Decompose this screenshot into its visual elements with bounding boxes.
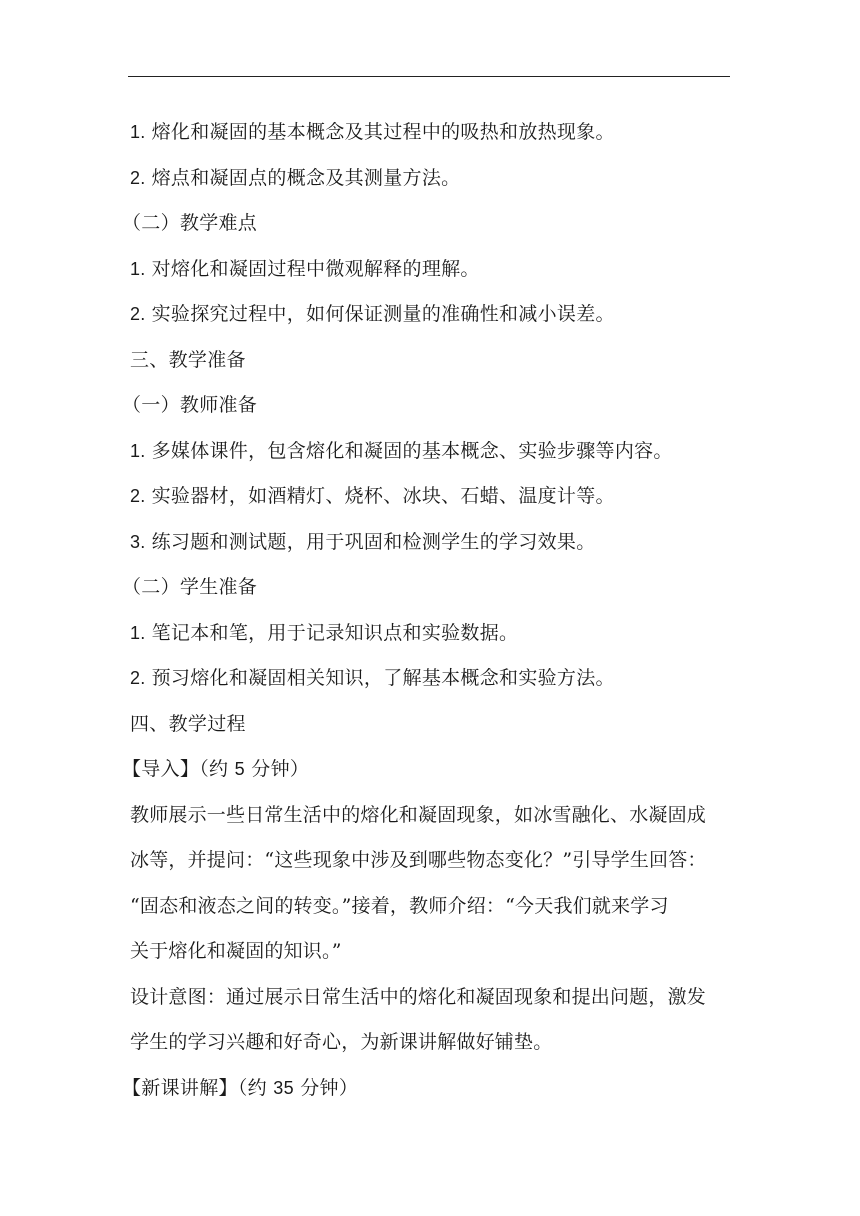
- subheading-difficulties: （二）教学难点: [122, 212, 258, 234]
- list-item: 1. 对熔化和凝固过程中微观解释的理解。: [130, 257, 480, 280]
- subheading-teacher-prep: （一）教师准备: [122, 394, 258, 416]
- list-item: 2. 实验探究过程中，如何保证测量的准确性和减小误差。: [130, 303, 615, 325]
- intro-paragraph: 教师展示一些日常生活中的熔化和凝固现象，如冰雪融化、水凝固成 冰等，并提问：“这些现象中涉及到哪些物态变化？”引导学生回答： “固态和液态之间的转变。”接着，教师介绍：“今天我们就来学习 关于熔化和凝固的知识。”: [130, 803, 707, 962]
- list-item: 1. 笔记本和笔，用于记录知识点和实验数据。: [130, 621, 519, 644]
- list-item: 2. 实验器材，如酒精灯、烧杯、冰块、石蜡、温度计等。: [130, 485, 615, 507]
- document-body: [122, 110, 730, 1111]
- list-item: 2. 熔点和凝固点的概念及其测量方法。: [130, 166, 461, 189]
- subheading-student-prep: （二）学生准备: [122, 576, 258, 598]
- new-lesson-heading: 【新课讲解】（约 35 分钟）: [122, 1076, 359, 1099]
- section-heading-preparation: 三、教学准备: [130, 348, 246, 371]
- section-heading-process: 四、教学过程: [130, 712, 246, 735]
- list-item: 1. 熔化和凝固的基本概念及其过程中的吸热和放热现象。: [130, 121, 615, 143]
- intro-heading: 【导入】（约 5 分钟）: [122, 758, 310, 780]
- list-item: 2. 预习熔化和凝固相关知识，了解基本概念和实验方法。: [130, 667, 615, 689]
- list-item: 3. 练习题和测试题，用于巩固和检测学生的学习效果。: [130, 530, 596, 553]
- design-intent-paragraph: 设计意图：通过展示日常生活中的熔化和凝固现象和提出问题，激发 学生的学习兴趣和好奇心，为新课讲解做好铺垫。: [130, 985, 707, 1053]
- list-item: 1. 多媒体课件，包含熔化和凝固的基本概念、实验步骤等内容。: [130, 439, 673, 462]
- header-rule: [128, 76, 730, 77]
